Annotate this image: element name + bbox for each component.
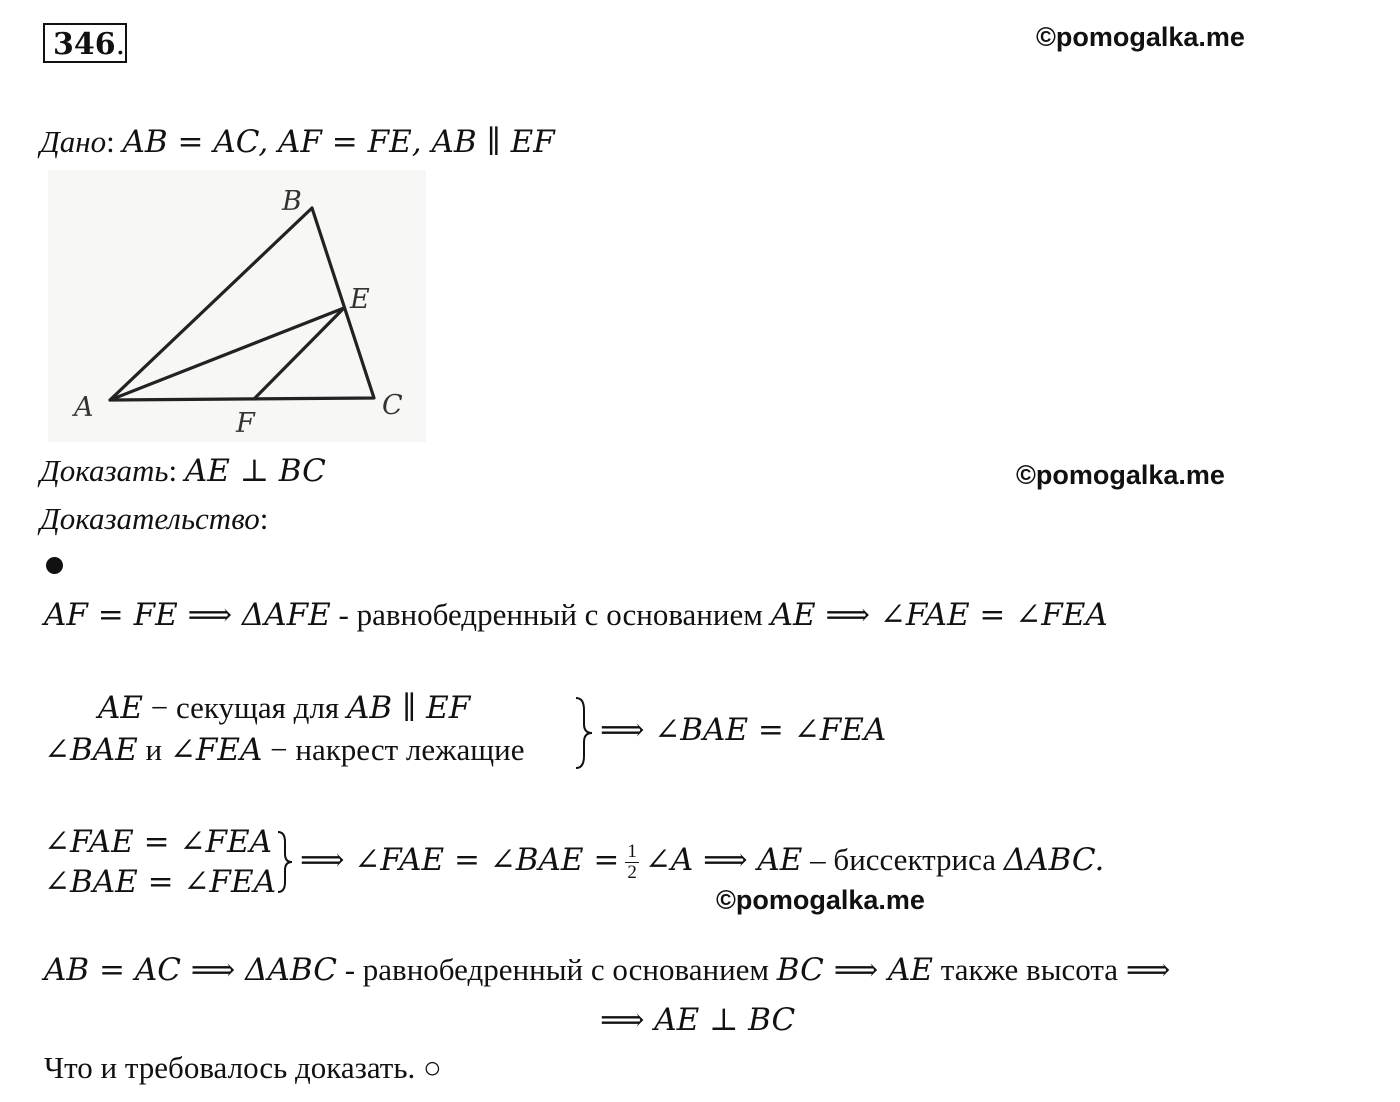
step3-conclusion-text: – биссектриса	[802, 842, 1004, 877]
proof-step-1	[44, 597, 1108, 633]
fraction-one-half	[625, 842, 639, 883]
step2-conclusion-math: ⟹ ∠BAE = ∠FEA	[600, 712, 887, 748]
proof-colon: :	[259, 501, 269, 536]
point-label-b: B	[282, 186, 302, 217]
bullet-marker	[46, 557, 63, 574]
fraction-numerator: 1	[627, 841, 637, 863]
step2-line2-and: и	[137, 732, 170, 767]
prove-colon: :	[168, 453, 178, 488]
step2-line-1	[98, 690, 470, 726]
step3-line1-math: ∠FAE = ∠FEA	[44, 824, 272, 860]
prove-math: AE ⊥ BC	[184, 453, 326, 489]
right-brace-icon-2	[274, 830, 296, 894]
step2-line-2	[44, 732, 525, 768]
step4-line-2	[600, 1002, 795, 1038]
problem-number-text: 346	[53, 27, 116, 62]
fraction-denominator: 2	[627, 862, 637, 884]
step2-line2-text: − накрест лежащие	[262, 732, 525, 767]
step3-line-1	[44, 824, 272, 860]
point-label-a: A	[74, 392, 94, 423]
step1-rhs: AE ⟹ ∠FAE = ∠FEA	[770, 597, 1108, 633]
problem-number	[43, 23, 127, 63]
triangle-abc	[110, 208, 374, 400]
point-label-f: F	[236, 408, 255, 439]
step2-line1-text: − секущая для	[143, 690, 347, 725]
step3-line2-math: ∠BAE = ∠FEA	[44, 864, 276, 900]
step2-line1-math1: AE	[98, 690, 144, 726]
step2-line2-math1: ∠BAE	[44, 732, 138, 768]
step4-text1: - равнобедренный с основанием	[336, 952, 777, 987]
step3-conclusion-pre: ⟹ ∠FAE = ∠BAE =	[300, 842, 620, 878]
watermark-bottom: ©pomogalka.me	[716, 885, 925, 915]
step3-conclusion-mid: ∠A ⟹ AE	[644, 842, 803, 878]
qed-line: Что и требовалось доказать. ○	[44, 1050, 442, 1085]
step3-conclusion	[300, 842, 1104, 883]
step4-text2: также высота	[933, 952, 1126, 987]
segment-fe	[254, 308, 344, 399]
step3-line-2	[44, 864, 276, 900]
step4-line-1	[44, 952, 1170, 988]
step1-lhs: AF = FE ⟹ ΔAFE	[44, 597, 331, 633]
given-math: AB = AC, AF = FE, AB ∥ EF	[122, 124, 555, 160]
step3-conclusion-end: ΔABC.	[1003, 842, 1105, 878]
step4-arrow: ⟹	[1125, 952, 1171, 988]
watermark-middle: ©pomogalka.me	[1016, 460, 1225, 490]
given-line	[40, 124, 555, 160]
given-label: Дано	[40, 124, 107, 159]
step2-line2-math2: ∠FEA	[169, 732, 263, 768]
step4-line2-math: ⟹ AE ⊥ BC	[600, 1002, 796, 1038]
given-colon: :	[106, 124, 115, 159]
proof-label: Доказательство	[40, 501, 260, 536]
step4-lhs: AB = AC ⟹ ΔABC	[44, 952, 337, 988]
problem-number-dot: .	[115, 27, 126, 62]
prove-label: Доказать	[40, 453, 169, 488]
step1-text: - равнобедренный с основанием	[330, 597, 771, 632]
step2-conclusion	[600, 712, 886, 748]
watermark-top: ©pomogalka.me	[1036, 22, 1245, 52]
right-brace-icon	[572, 696, 596, 770]
prove-line	[40, 453, 326, 489]
segment-ae	[110, 308, 344, 400]
step2-line1-math2: AB ∥ EF	[346, 690, 471, 726]
step4-mid: BC ⟹ AE	[776, 952, 934, 988]
triangle-figure	[48, 170, 426, 442]
point-label-e: E	[350, 284, 370, 315]
point-label-c: C	[382, 390, 403, 421]
proof-heading	[40, 501, 268, 537]
